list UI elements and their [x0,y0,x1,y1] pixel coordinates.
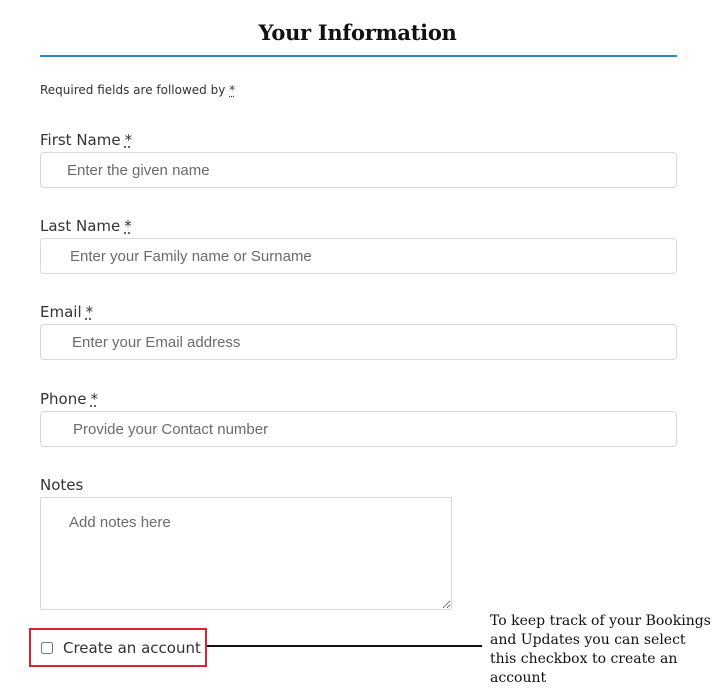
create-account-highlight [29,628,207,667]
required-note-text: Required fields are followed by [40,83,226,97]
phone-label-text: Phone [40,390,87,408]
email-input[interactable] [40,324,677,360]
email-label [40,303,93,321]
first-name-label [40,131,132,149]
required-marker: * [85,303,94,321]
required-marker: * [124,217,132,235]
create-account-label[interactable]: Create an account [63,638,201,657]
heading-divider [40,55,677,57]
last-name-label [40,217,132,235]
first-name-label-text: First Name [40,131,121,149]
annotation-connector-line [207,645,482,647]
first-name-input[interactable] [40,152,677,188]
annotation-callout: To keep track of your Bookings and Updates you can select this checkbox to create an account [490,613,711,686]
required-marker: * [90,390,98,408]
create-account-checkbox[interactable] [41,642,53,654]
phone-input[interactable] [40,411,677,447]
last-name-input[interactable] [40,238,677,274]
email-label-text: Email [40,303,82,321]
notes-label: Notes [40,476,84,494]
last-name-label-text: Last Name [40,217,121,235]
form-heading: Your Information [258,20,457,45]
phone-label [40,390,98,408]
required-fields-note [40,83,235,97]
required-marker: * [124,131,133,149]
required-marker: * [229,83,236,97]
notes-textarea[interactable] [40,497,452,610]
